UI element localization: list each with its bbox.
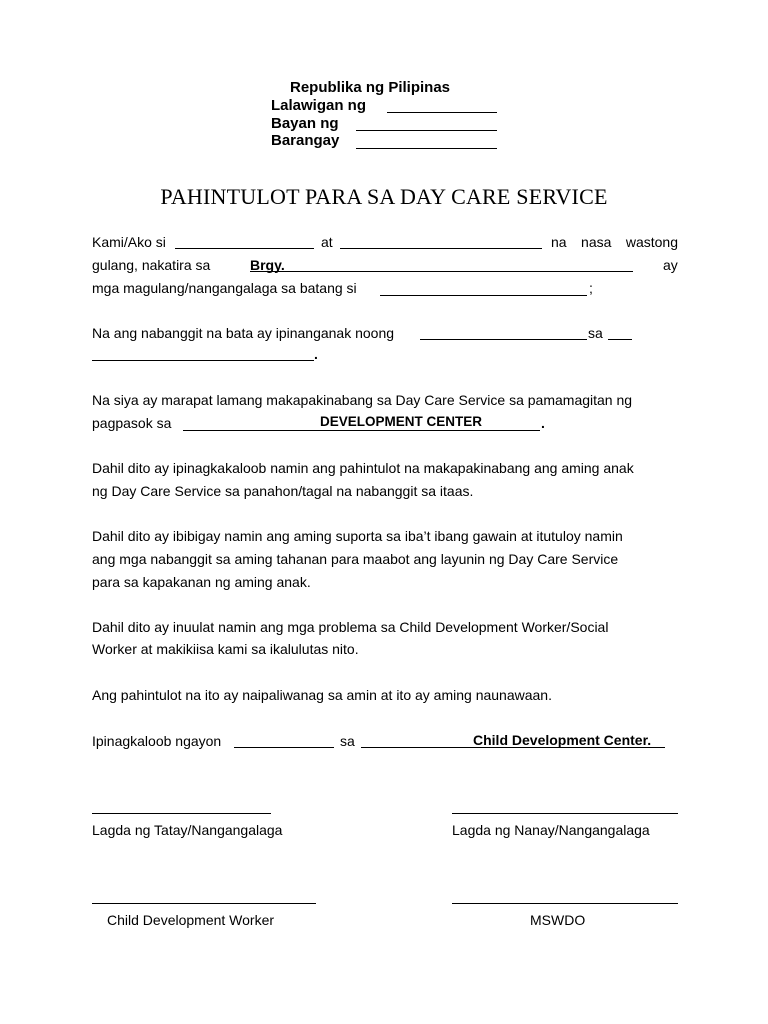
header-municipality-label: Bayan ng bbox=[271, 115, 339, 132]
p8-date-blank bbox=[234, 747, 334, 748]
p4-line1-text: Dahil dito ay ipinagkakaloob namin ang pahintulot na makapakinabang ang aming anak bbox=[92, 460, 634, 476]
province-blank-line bbox=[387, 112, 497, 113]
p7-line1: Ang pahintulot na ito ay naipaliwanag sa amin at ito ay aming naunawaan. bbox=[92, 687, 552, 703]
p1-brgy-label: Brgy. bbox=[250, 257, 285, 273]
p3-center-blank bbox=[183, 430, 540, 431]
p1-address-blank bbox=[250, 271, 633, 272]
barangay-blank-line bbox=[356, 148, 497, 149]
p1-word-at: at bbox=[321, 234, 333, 250]
p1-word-na: na bbox=[551, 234, 567, 250]
p3-period: . bbox=[541, 415, 545, 431]
p1-semicolon: ; bbox=[589, 280, 593, 296]
mother-signature-label: Lagda ng Nanay/Nangangalaga bbox=[452, 822, 650, 838]
document-title: PAHINTULOT PARA SA DAY CARE SERVICE bbox=[160, 184, 608, 209]
p6-line2: Worker at makikiisa kami sa ikalulutas nito. bbox=[92, 641, 359, 657]
header-barangay-label: Barangay bbox=[271, 132, 340, 149]
p8-child-development-center: Child Development Center. bbox=[473, 732, 652, 748]
p4-line1 bbox=[92, 460, 678, 476]
mswdo-signature-line bbox=[452, 903, 678, 904]
p2-word-sa: sa bbox=[588, 325, 603, 341]
p1-child-name-blank bbox=[380, 295, 587, 296]
p3-development-center: DEVELOPMENT CENTER bbox=[320, 414, 483, 429]
header-province-label: Lalawigan ng bbox=[271, 97, 367, 114]
p2-birthplace-blank-2 bbox=[92, 360, 314, 361]
mswdo-signature-label: MSWDO bbox=[530, 912, 586, 928]
p2-line1-start: Na ang nabanggit na bata ay ipinanganak noong bbox=[92, 325, 395, 341]
header-republic: Republika ng Pilipinas bbox=[290, 79, 451, 96]
p3-line1: Na siya ay marapat lamang makapakinabang sa Day Care Service sa pamamagitan ng bbox=[92, 392, 633, 408]
mother-signature-line bbox=[452, 813, 678, 814]
p1-word-kami: Kami/Ako si bbox=[92, 234, 166, 250]
p2-birthdate-blank bbox=[420, 339, 587, 340]
p2-period: . bbox=[314, 346, 318, 362]
cdw-signature-line bbox=[92, 903, 316, 904]
p2-birthplace-blank-1 bbox=[608, 339, 632, 340]
municipality-blank-line bbox=[356, 130, 497, 131]
p1-name1-blank bbox=[175, 248, 314, 249]
header-municipality bbox=[271, 115, 339, 132]
p1-line3-start: mga magulang/nangangalaga sa batang si bbox=[92, 280, 357, 296]
p8-word-sa: sa bbox=[340, 733, 355, 749]
p1-word-ay: ay bbox=[663, 257, 678, 273]
header-province bbox=[271, 97, 366, 114]
p1-word-wastong: wastong bbox=[625, 234, 678, 250]
p5-line2: ang mga nabanggit sa aming tahanan para maabot ang layunin ng Day Care Service bbox=[92, 551, 619, 567]
p3-line2-start: pagpasok sa bbox=[92, 415, 172, 431]
p1-word-nasa: nasa bbox=[581, 234, 612, 250]
father-signature-label: Lagda ng Tatay/Nangangalaga bbox=[92, 822, 283, 838]
p5-line1: Dahil dito ay ibibigay namin ang aming suporta sa iba’t ibang gawain at itutuloy namin bbox=[92, 528, 623, 544]
p5-line3: para sa kapakanan ng aming anak. bbox=[92, 574, 311, 590]
p8-ipinagkaloob: Ipinagkaloob ngayon bbox=[92, 733, 222, 749]
p1-name2-blank bbox=[340, 248, 542, 249]
cdw-signature-label: Child Development Worker bbox=[107, 912, 275, 928]
p4-line2: ng Day Care Service sa panahon/tagal na nabanggit sa itaas. bbox=[92, 483, 474, 499]
father-signature-line bbox=[92, 813, 271, 814]
p1-line1-tail bbox=[551, 234, 678, 250]
p1-line2-start: gulang, nakatira sa bbox=[92, 257, 211, 273]
p6-line1: Dahil dito ay inuulat namin ang mga problema sa Child Development Worker/Social bbox=[92, 619, 609, 635]
header-barangay bbox=[271, 132, 339, 149]
